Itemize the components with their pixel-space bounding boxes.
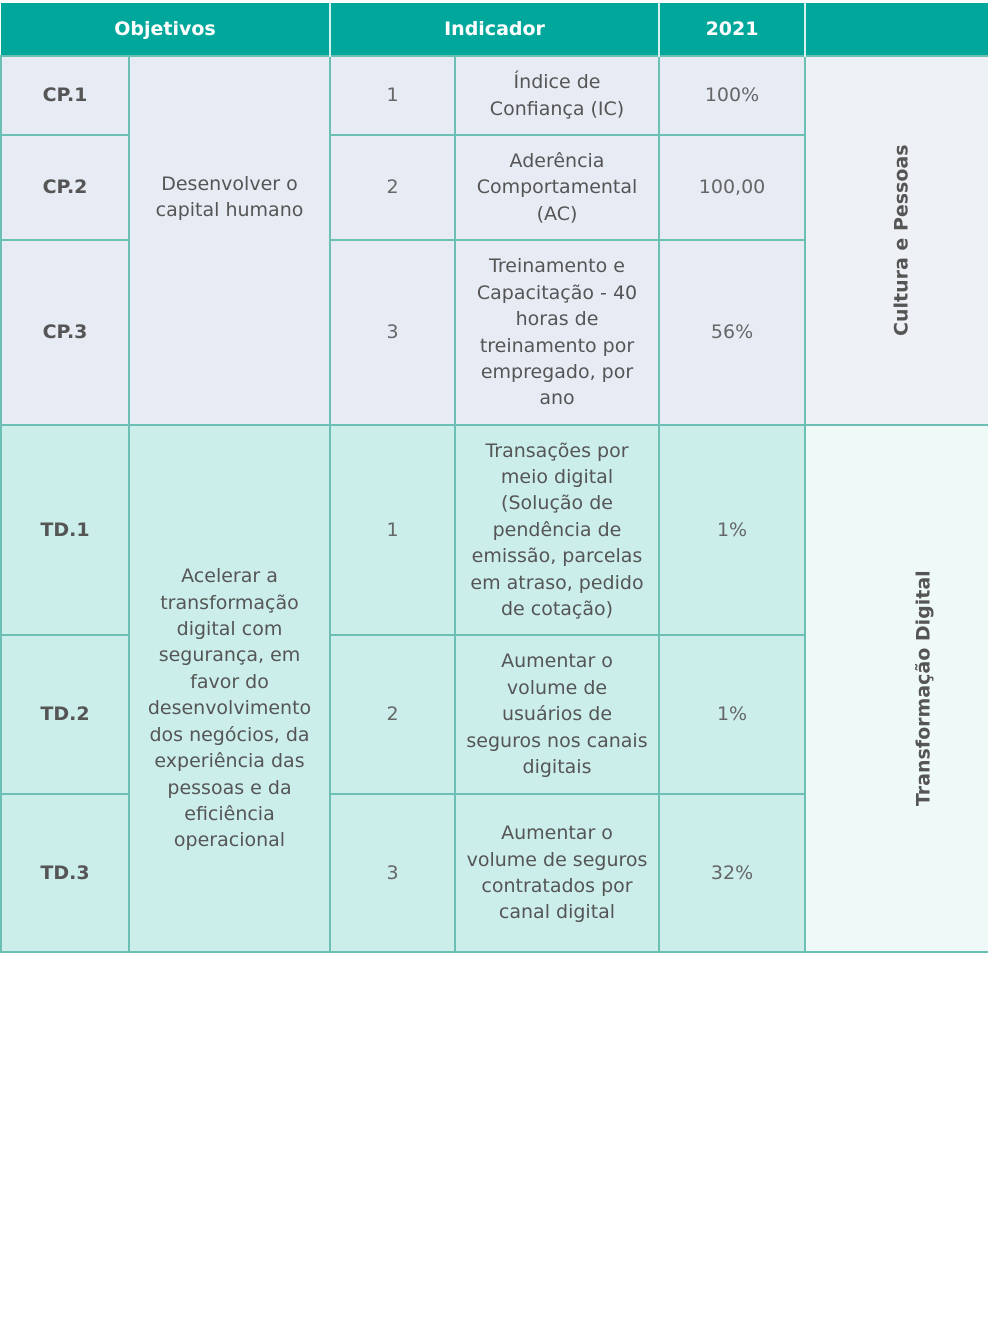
objective-code: TD.2 — [1, 635, 129, 794]
indicator-number: 1 — [330, 56, 455, 135]
theme-label: Cultura e Pessoas — [890, 144, 913, 337]
indicator-name: Índice de Confiança (IC) — [455, 56, 659, 135]
header-indicator: Indicador — [330, 3, 659, 56]
indicator-number: 3 — [330, 794, 455, 952]
indicator-name: Aumentar o volume de usuários de seguros nos canais digitais — [455, 635, 659, 794]
objective-description — [129, 425, 330, 952]
header-theme — [805, 3, 988, 56]
indicator-name: Aderência Comportamental (AC) — [455, 135, 659, 240]
table-row — [1, 425, 988, 635]
indicator-number: 1 — [330, 425, 455, 635]
objective-code: CP.2 — [1, 135, 129, 240]
objective-code: TD.1 — [1, 425, 129, 635]
indicator-value-2021: 32% — [659, 794, 805, 952]
indicator-value-2021: 1% — [659, 425, 805, 635]
theme-cell — [805, 56, 988, 425]
indicator-name: Transações por meio digital (Solução de pendência de emissão, parcelas em atraso, pedido de cotação) — [455, 425, 659, 635]
header-year: 2021 — [659, 3, 805, 56]
objective-description — [129, 56, 330, 425]
indicator-value-2021: 1% — [659, 635, 805, 794]
theme-cell — [805, 425, 988, 952]
indicator-name: Treinamento e Capacitação - 40 horas de treinamento por empregado, por ano — [455, 240, 659, 425]
indicator-number: 3 — [330, 240, 455, 425]
header-objectives: Objetivos — [1, 3, 330, 56]
indicator-number: 2 — [330, 135, 455, 240]
table-header — [1, 3, 988, 56]
indicator-number: 2 — [330, 635, 455, 794]
objective-text: Acelerar a transformação digital com segurança, em favor do desenvolvimento dos negócios, da experiência das pessoas e da eficiência operacional — [147, 565, 312, 852]
indicator-value-2021: 100% — [659, 56, 805, 135]
theme-label: Transformação Digital — [912, 570, 935, 807]
objective-text: Desenvolver o capital humano — [155, 172, 304, 221]
indicator-value-2021: 100,00 — [659, 135, 805, 240]
objective-code: CP.1 — [1, 56, 129, 135]
indicator-name: Aumentar o volume de seguros contratados por canal digital — [455, 794, 659, 952]
indicator-value-2021: 56% — [659, 240, 805, 425]
objective-code: TD.3 — [1, 794, 129, 952]
kpi-table — [0, 3, 988, 953]
objective-code: CP.3 — [1, 240, 129, 425]
table-row — [1, 56, 988, 135]
